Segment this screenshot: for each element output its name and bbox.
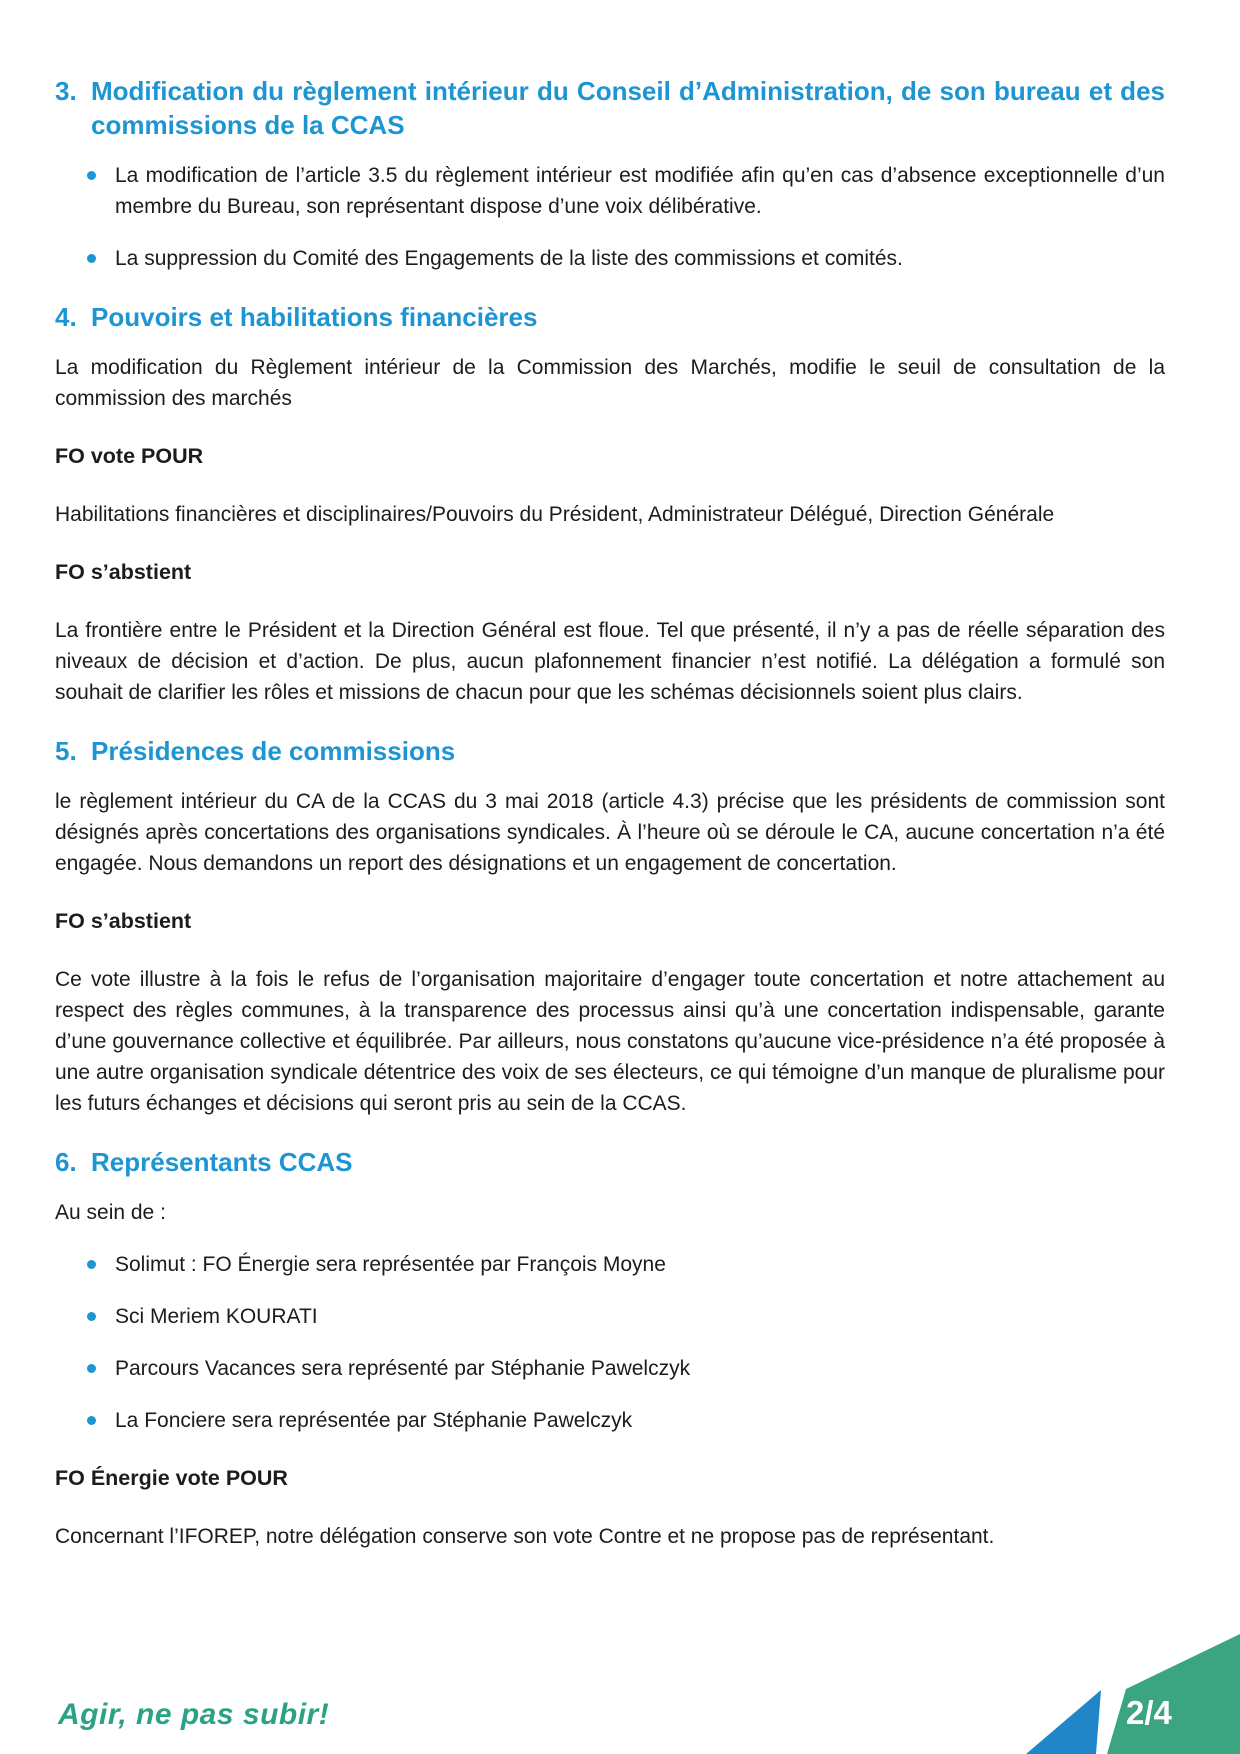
section-title: Présidences de commissions xyxy=(91,736,456,766)
paragraph: Au sein de : xyxy=(55,1201,166,1224)
section-heading-3 xyxy=(55,74,1165,142)
vote-label: FO vote POUR xyxy=(55,444,204,468)
bullet-icon xyxy=(87,1260,96,1269)
section-number: 4. xyxy=(55,302,77,332)
list-item xyxy=(55,1301,1165,1332)
page-corner-graphic xyxy=(1000,1622,1240,1754)
list-item-text: La suppression du Comité des Engagements de la liste des commissions et comités. xyxy=(115,247,903,270)
paragraph: Habilitations financières et disciplinaires/Pouvoirs du Président, Administrateur Délégué, Direction Générale xyxy=(55,503,1055,526)
paragraph: Ce vote illustre à la fois le refus de l’organisation majoritaire d’engager toute concertation et notre attachement au respect des règles communes, à la transparence des processus ainsi qu’à une concertation indispensable, garante d’une gouvernance collective et équilibrée. Par ailleurs, nous constatons qu’aucune vice-présidence n’a été proposée à une autre organisation syndicale détentrice des voix de ses électeurs, ce qui témoigne d’un manque de pluralisme pour les futurs échanges et décisions qui seront pris au sein de la CCAS. xyxy=(55,968,1165,1115)
list-item-text: Parcours Vacances sera représenté par Stéphanie Pawelczyk xyxy=(115,1357,691,1380)
list-item xyxy=(55,160,1165,222)
section-heading-6 xyxy=(55,1145,1165,1179)
list-item-text: La modification de l’article 3.5 du règlement intérieur est modifiée afin qu’en cas d’absence exceptionnelle d’un membre du Bureau, son représentant dispose d’une voix délibérative. xyxy=(115,164,1165,218)
list-item-text: Solimut : FO Énergie sera représentée par François Moyne xyxy=(115,1253,666,1276)
vote-label: FO s’abstient xyxy=(55,560,192,584)
bullet-icon xyxy=(87,171,96,180)
section-heading-4 xyxy=(55,300,1165,334)
list-item xyxy=(55,243,1165,274)
vote-label: FO s’abstient xyxy=(55,909,192,933)
page-number: 2/4 xyxy=(1126,1694,1172,1731)
document-body xyxy=(55,74,1165,1573)
list-item xyxy=(55,1405,1165,1436)
list-item xyxy=(55,1249,1165,1280)
bullet-icon xyxy=(87,254,96,263)
section-number: 3. xyxy=(55,76,77,106)
bullet-icon xyxy=(87,1312,96,1321)
list-item-text: La Fonciere sera représentée par Stéphanie Pawelczyk xyxy=(115,1409,633,1432)
paragraph: le règlement intérieur du CA de la CCAS du 3 mai 2018 (article 4.3) précise que les présidents de commission sont désignés après concertations des organisations syndicales. À l’heure où se déroule le CA, aucune concertation n’a été engagée. Nous demandons un report des désignations et un engagement de concertation. xyxy=(55,790,1165,875)
section-number: 5. xyxy=(55,736,77,766)
section-title: Pouvoirs et habilitations financières xyxy=(91,302,538,332)
corner-blue-triangle xyxy=(1026,1690,1101,1754)
section-title: Représentants CCAS xyxy=(91,1147,353,1177)
bullet-icon xyxy=(87,1416,96,1425)
section-number: 6. xyxy=(55,1147,77,1177)
paragraph: Concernant l’IFOREP, notre délégation conserve son vote Contre et ne propose pas de représentant. xyxy=(55,1525,995,1548)
paragraph: La modification du Règlement intérieur de la Commission des Marchés, modifie le seuil de consultation de la commission des marchés xyxy=(55,356,1165,410)
section-title: Modification du règlement intérieur du Conseil d’Administration, de son bureau et des commissions de la CCAS xyxy=(91,76,1165,140)
paragraph: La frontière entre le Président et la Direction Général est floue. Tel que présenté, il n’y a pas de réelle séparation des niveaux de décision et d’action. De plus, aucun plafonnement financier n’est notifié. La délégation a formulé son souhait de clarifier les rôles et missions de chacun pour que les schémas décisionnels soient plus clairs. xyxy=(55,619,1165,704)
vote-label: FO Énergie vote POUR xyxy=(55,1466,288,1490)
bullet-icon xyxy=(87,1364,96,1373)
footer-slogan: Agir, ne pas subir! xyxy=(58,1698,330,1731)
section-heading-5 xyxy=(55,734,1165,768)
list-item-text: Sci Meriem KOURATI xyxy=(115,1305,318,1328)
list-item xyxy=(55,1353,1165,1384)
